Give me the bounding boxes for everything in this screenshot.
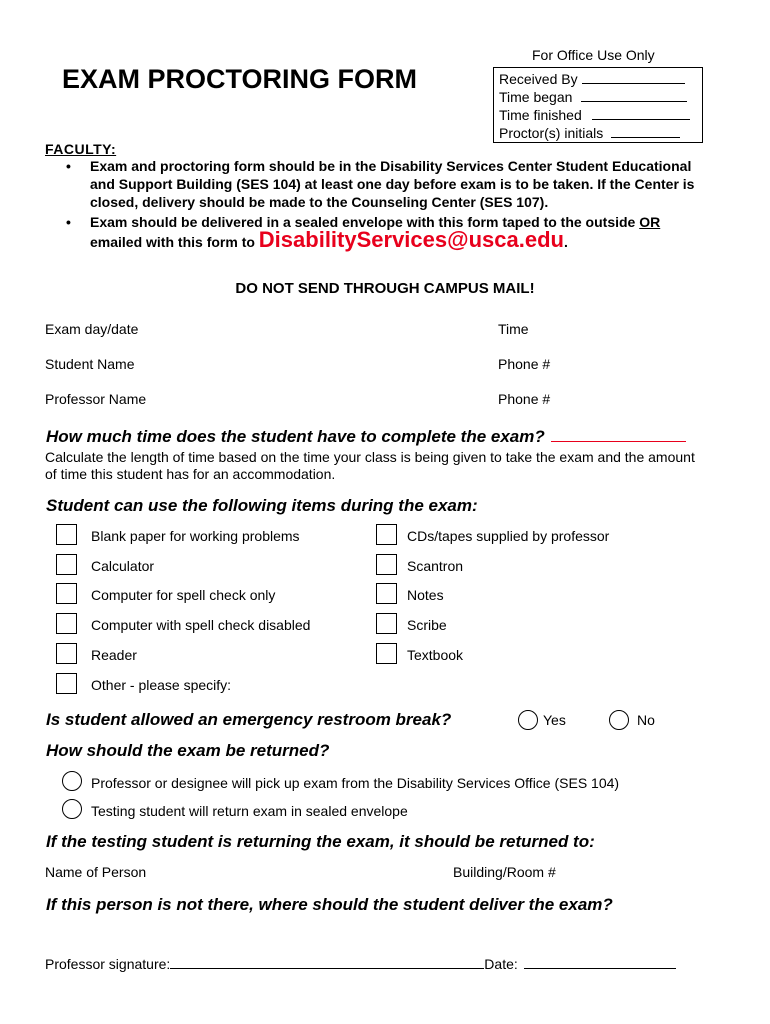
professor-phone-label: Phone # (498, 391, 551, 407)
checkbox-notes[interactable] (376, 583, 397, 604)
date-label: Date: (484, 956, 518, 972)
return-option-2-radio[interactable] (62, 799, 82, 819)
item-textbook: Textbook (407, 647, 464, 663)
signature-row (45, 954, 676, 972)
office-time-finished-label: Time finished (499, 107, 582, 123)
checkbox-calculator[interactable] (56, 554, 77, 575)
email-address-link[interactable]: DisabilityServices@usca.edu (258, 227, 564, 252)
checkbox-scribe[interactable] (376, 613, 397, 634)
person-name-label: Name of Person (45, 864, 147, 880)
form-title: EXAM PROCTORING FORM (62, 64, 418, 94)
office-received-line[interactable] (582, 71, 685, 84)
returned-to-question: If the testing student is returning the exam, it should be returned to: (46, 832, 595, 851)
faculty-bullet-2-email-text: emailed with this form to (90, 234, 259, 250)
or-emphasis: OR (639, 214, 661, 230)
bullet-dot: • (66, 214, 71, 230)
time-label: Time (498, 321, 529, 337)
checkbox-textbook[interactable] (376, 643, 397, 664)
item-computer-spell-check: Computer for spell check only (91, 587, 276, 603)
item-cds-tapes: CDs/tapes supplied by professor (407, 528, 610, 544)
alternate-delivery-question: If this person is not there, where should the student deliver the exam? (46, 895, 613, 914)
item-scribe: Scribe (407, 617, 447, 633)
item-scantron: Scantron (407, 558, 464, 574)
office-time-finished-line[interactable] (592, 107, 690, 120)
return-option-2-label: Testing student will return exam in sealed envelope (91, 803, 408, 819)
restroom-question: Is student allowed an emergency restroom break? (46, 710, 452, 729)
exam-date-label: Exam day/date (45, 321, 139, 337)
checkbox-reader[interactable] (56, 643, 77, 664)
time-question-text: How much time does the student have to complete the exam? (46, 427, 545, 446)
items-question: Student can use the following items during the exam: (46, 496, 478, 515)
restroom-yes-radio[interactable] (518, 710, 538, 730)
restroom-no-label: No (637, 712, 655, 728)
item-computer-spell-disabled: Computer with spell check disabled (91, 617, 311, 633)
item-other: Other - please specify: (91, 677, 232, 693)
professor-signature-line[interactable] (170, 954, 484, 969)
office-use-heading: For Office Use Only (532, 47, 655, 63)
faculty-bullet-2 (66, 213, 711, 251)
checkbox-cds-tapes[interactable] (376, 524, 397, 545)
checkbox-other[interactable] (56, 673, 77, 694)
office-received-label: Received By (499, 71, 578, 87)
item-calculator: Calculator (91, 558, 155, 574)
office-received-row (499, 70, 702, 88)
office-proctor-label: Proctor(s) initials (499, 125, 604, 141)
item-notes: Notes (407, 587, 444, 603)
faculty-bullet-1 (66, 157, 711, 211)
bullet-dot: • (66, 158, 71, 174)
restroom-yes-label: Yes (543, 712, 566, 728)
item-reader: Reader (91, 647, 137, 663)
email-period: . (563, 234, 568, 250)
no-campus-mail-warning: DO NOT SEND THROUGH CAMPUS MAIL! (235, 280, 535, 297)
building-room-label: Building/Room # (453, 864, 556, 880)
item-blank-paper: Blank paper for working problems (91, 528, 300, 544)
office-proctor-row (499, 124, 702, 142)
return-option-1-label: Professor or designee will pick up exam from the Disability Services Office (SES 104) (91, 775, 620, 791)
checkbox-computer-spell-disabled[interactable] (56, 613, 77, 634)
office-time-finished-row (499, 106, 702, 124)
date-line[interactable] (524, 954, 676, 969)
professor-signature-label: Professor signature: (45, 956, 171, 972)
faculty-bullet-2-text: Exam should be delivered in a sealed envelope with this form taped to the outside (90, 214, 640, 230)
office-proctor-line[interactable] (611, 125, 680, 138)
faculty-heading: FACULTY: (45, 141, 117, 157)
professor-name-label: Professor Name (45, 391, 147, 407)
time-answer-line[interactable] (551, 427, 686, 442)
checkbox-computer-spell-check[interactable] (56, 583, 77, 604)
checkbox-scantron[interactable] (376, 554, 397, 575)
office-time-began-label: Time began (499, 89, 573, 105)
restroom-no-radio[interactable] (609, 710, 629, 730)
faculty-bullet-1-text: Exam and proctoring form should be in the Disability Services Center Student Educational and Support Building (SES 104) at least one day before exam is to be taken. If the Center is closed, delivery should be made to the Counseling Center (SES 107). (90, 158, 695, 210)
office-time-began-line[interactable] (581, 89, 687, 102)
office-use-box (493, 67, 703, 143)
checkbox-blank-paper[interactable] (56, 524, 77, 545)
time-question (46, 427, 686, 447)
office-time-began-row (499, 88, 702, 106)
return-option-1-radio[interactable] (62, 771, 82, 791)
student-name-label: Student Name (45, 356, 135, 372)
student-phone-label: Phone # (498, 356, 551, 372)
faculty-instructions (66, 157, 711, 251)
return-question: How should the exam be returned? (46, 741, 330, 760)
calculation-note: Calculate the length of time based on the time your class is being given to take the exam and the amount of time this student has for an accommodation. (45, 449, 695, 482)
